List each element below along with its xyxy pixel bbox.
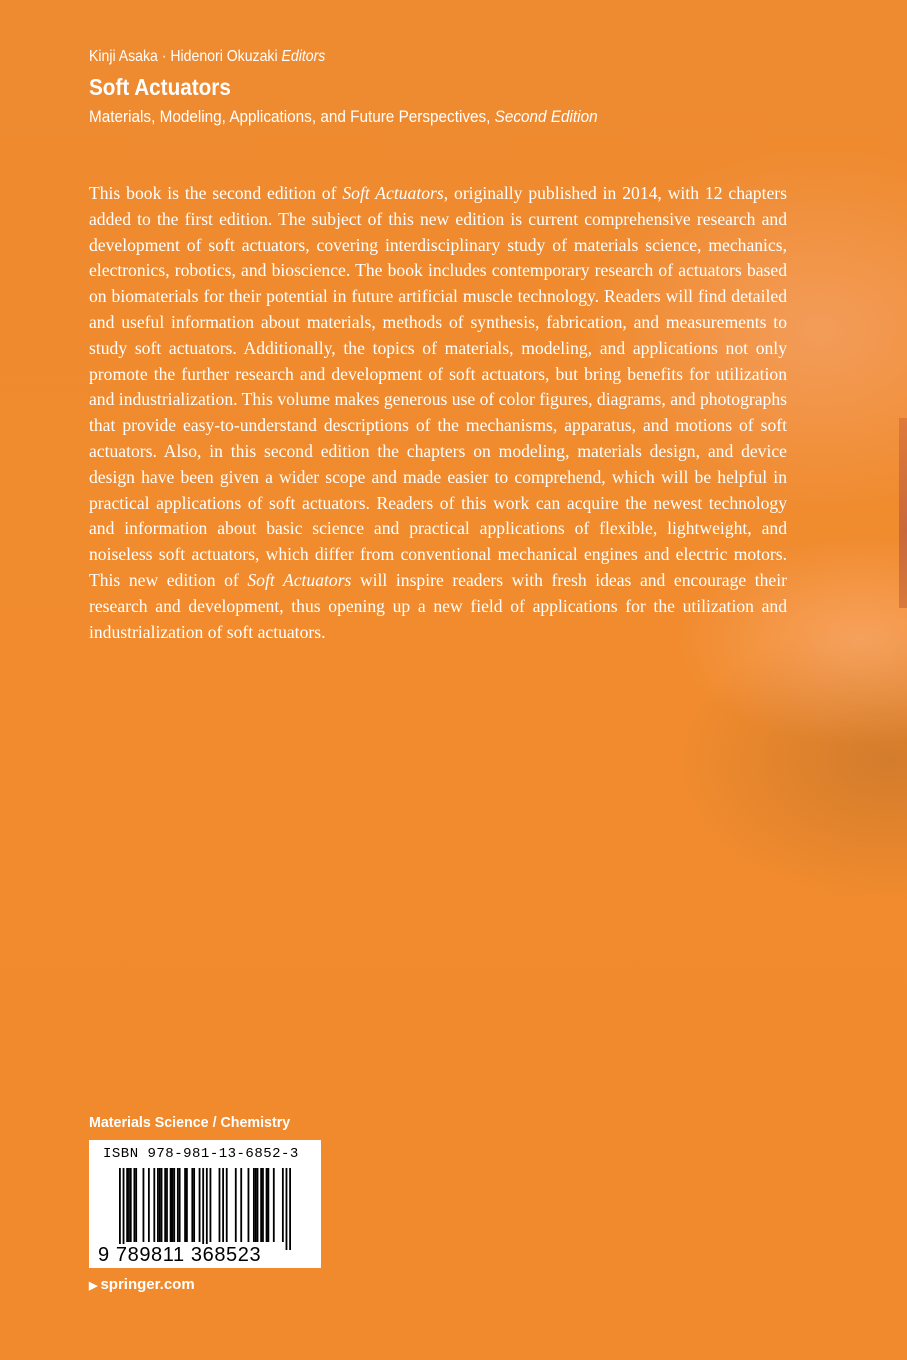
isbn-barcode xyxy=(89,1140,321,1268)
cover-edge-strip xyxy=(899,418,907,608)
barcode-bar xyxy=(240,1168,242,1242)
barcode-bar xyxy=(130,1168,132,1242)
barcode-bar xyxy=(202,1168,204,1250)
subject-category: Materials Science / Chemistry xyxy=(89,1114,291,1131)
barcode-digits xyxy=(97,1244,262,1267)
description-part-2: , originally published in 2014, with 12 chapters added to the first edition. The subject of this new edition is current comprehensive research and development of soft actuators, covering interdisciplinary study of materials science, mechanics, electronics, robotics, and bioscience. The book includes contemporary research of actuators based on biomaterials for their potential in future artificial muscle technology. Readers will find detailed and useful information about materials, methods of synthesis, fabrication, and measurements to study soft actuators. Additionally, the topics of materials, modeling, and applications not only promote the further research and development of soft actuators, but bring benefits for utilization and industrialization. This volume makes generous use of color figures, diagrams, and photographs that provide easy-to-understand descriptions of the mechanisms, apparatus, and motions of soft actuators. Also, in this second edition the chapters on modeling, materials design, and device design have been given a wider scope and made easier to comprehend, which will be helpful in practical applications of soft actuators. Readers of this work can acquire the newest technology and information about basic science and practical applications of flexible, lightweight, and noiseless soft actuators, which differ from conventional mechanical engines and electric motors. This new edition of xyxy=(89,183,787,590)
publisher-website[interactable] xyxy=(89,1276,195,1293)
book-description xyxy=(89,181,787,645)
barcode-bar xyxy=(267,1168,269,1242)
barcode-bar xyxy=(282,1168,284,1242)
barcode-bar xyxy=(119,1168,121,1250)
barcode-bar xyxy=(157,1168,159,1242)
barcode-bar xyxy=(166,1168,168,1242)
barcode-bar xyxy=(184,1168,186,1242)
isbn-label: ISBN 978-981-13-6852-3 xyxy=(103,1146,299,1162)
barcode-bar xyxy=(135,1168,137,1242)
cover-header xyxy=(89,45,654,129)
barcode-bar xyxy=(133,1168,135,1242)
barcode-bar xyxy=(164,1168,166,1242)
barcode-bar xyxy=(148,1168,150,1242)
editors-role: Editors xyxy=(281,48,326,65)
barcode-bar xyxy=(206,1168,208,1250)
subtitle-text: Materials, Modeling, Applications, and Future Perspectives, xyxy=(89,107,491,126)
editors-names: Kinji Asaka · Hidenori Okuzaki xyxy=(89,48,278,65)
barcode-bar xyxy=(219,1168,221,1242)
barcode-bar xyxy=(193,1168,195,1242)
barcode-bar xyxy=(226,1168,228,1242)
barcode-bar xyxy=(257,1168,259,1242)
barcode-bar xyxy=(186,1168,188,1242)
barcode-bar xyxy=(286,1168,288,1250)
description-part-3: will inspire readers with fresh ideas and encourage their research and development, thus opening up a new field of applications for the utilization and industrialization of soft actuators. xyxy=(89,569,787,642)
barcode-bar xyxy=(170,1168,172,1242)
barcode-bar xyxy=(177,1168,179,1242)
barcode-bars xyxy=(119,1168,291,1250)
barcode-bar xyxy=(172,1168,174,1242)
barcode-bar xyxy=(128,1168,130,1242)
description-title-ref-2: Soft Actuators xyxy=(247,569,352,590)
barcode-bar xyxy=(126,1168,128,1242)
barcode-bar xyxy=(143,1168,145,1242)
barcode-bar xyxy=(255,1168,257,1242)
book-title: Soft Actuators xyxy=(89,74,231,100)
barcode-bar xyxy=(248,1168,250,1242)
triangle-right-icon: ▶ xyxy=(89,1280,98,1292)
barcode-bar xyxy=(210,1168,212,1242)
barcode-bar xyxy=(266,1168,268,1242)
barcode-bar xyxy=(153,1168,155,1242)
barcode-bar xyxy=(253,1168,255,1242)
barcode-bar xyxy=(191,1168,193,1242)
barcode-bar xyxy=(179,1168,181,1242)
barcode-bar xyxy=(173,1168,175,1242)
barcode-digits-text: 9 789811 368523 xyxy=(98,1244,262,1266)
barcode-bar xyxy=(161,1168,163,1242)
barcode-bar xyxy=(260,1168,262,1242)
description-title-ref-1: Soft Actuators xyxy=(342,183,444,203)
barcode-bar xyxy=(123,1168,125,1250)
barcode-bar xyxy=(289,1168,291,1250)
barcode-bar xyxy=(235,1168,237,1242)
barcode-bar xyxy=(262,1168,264,1242)
book-subtitle xyxy=(89,105,598,129)
description-part-1: This book is the second edition of xyxy=(89,183,343,203)
barcode-bar xyxy=(222,1168,224,1242)
editors-line xyxy=(89,45,586,69)
barcode-bar xyxy=(273,1168,275,1242)
website-label: springer.com xyxy=(100,1276,195,1293)
barcode-bar xyxy=(199,1168,201,1242)
edition-label: Second Edition xyxy=(494,107,598,126)
barcode-bar xyxy=(159,1168,161,1242)
